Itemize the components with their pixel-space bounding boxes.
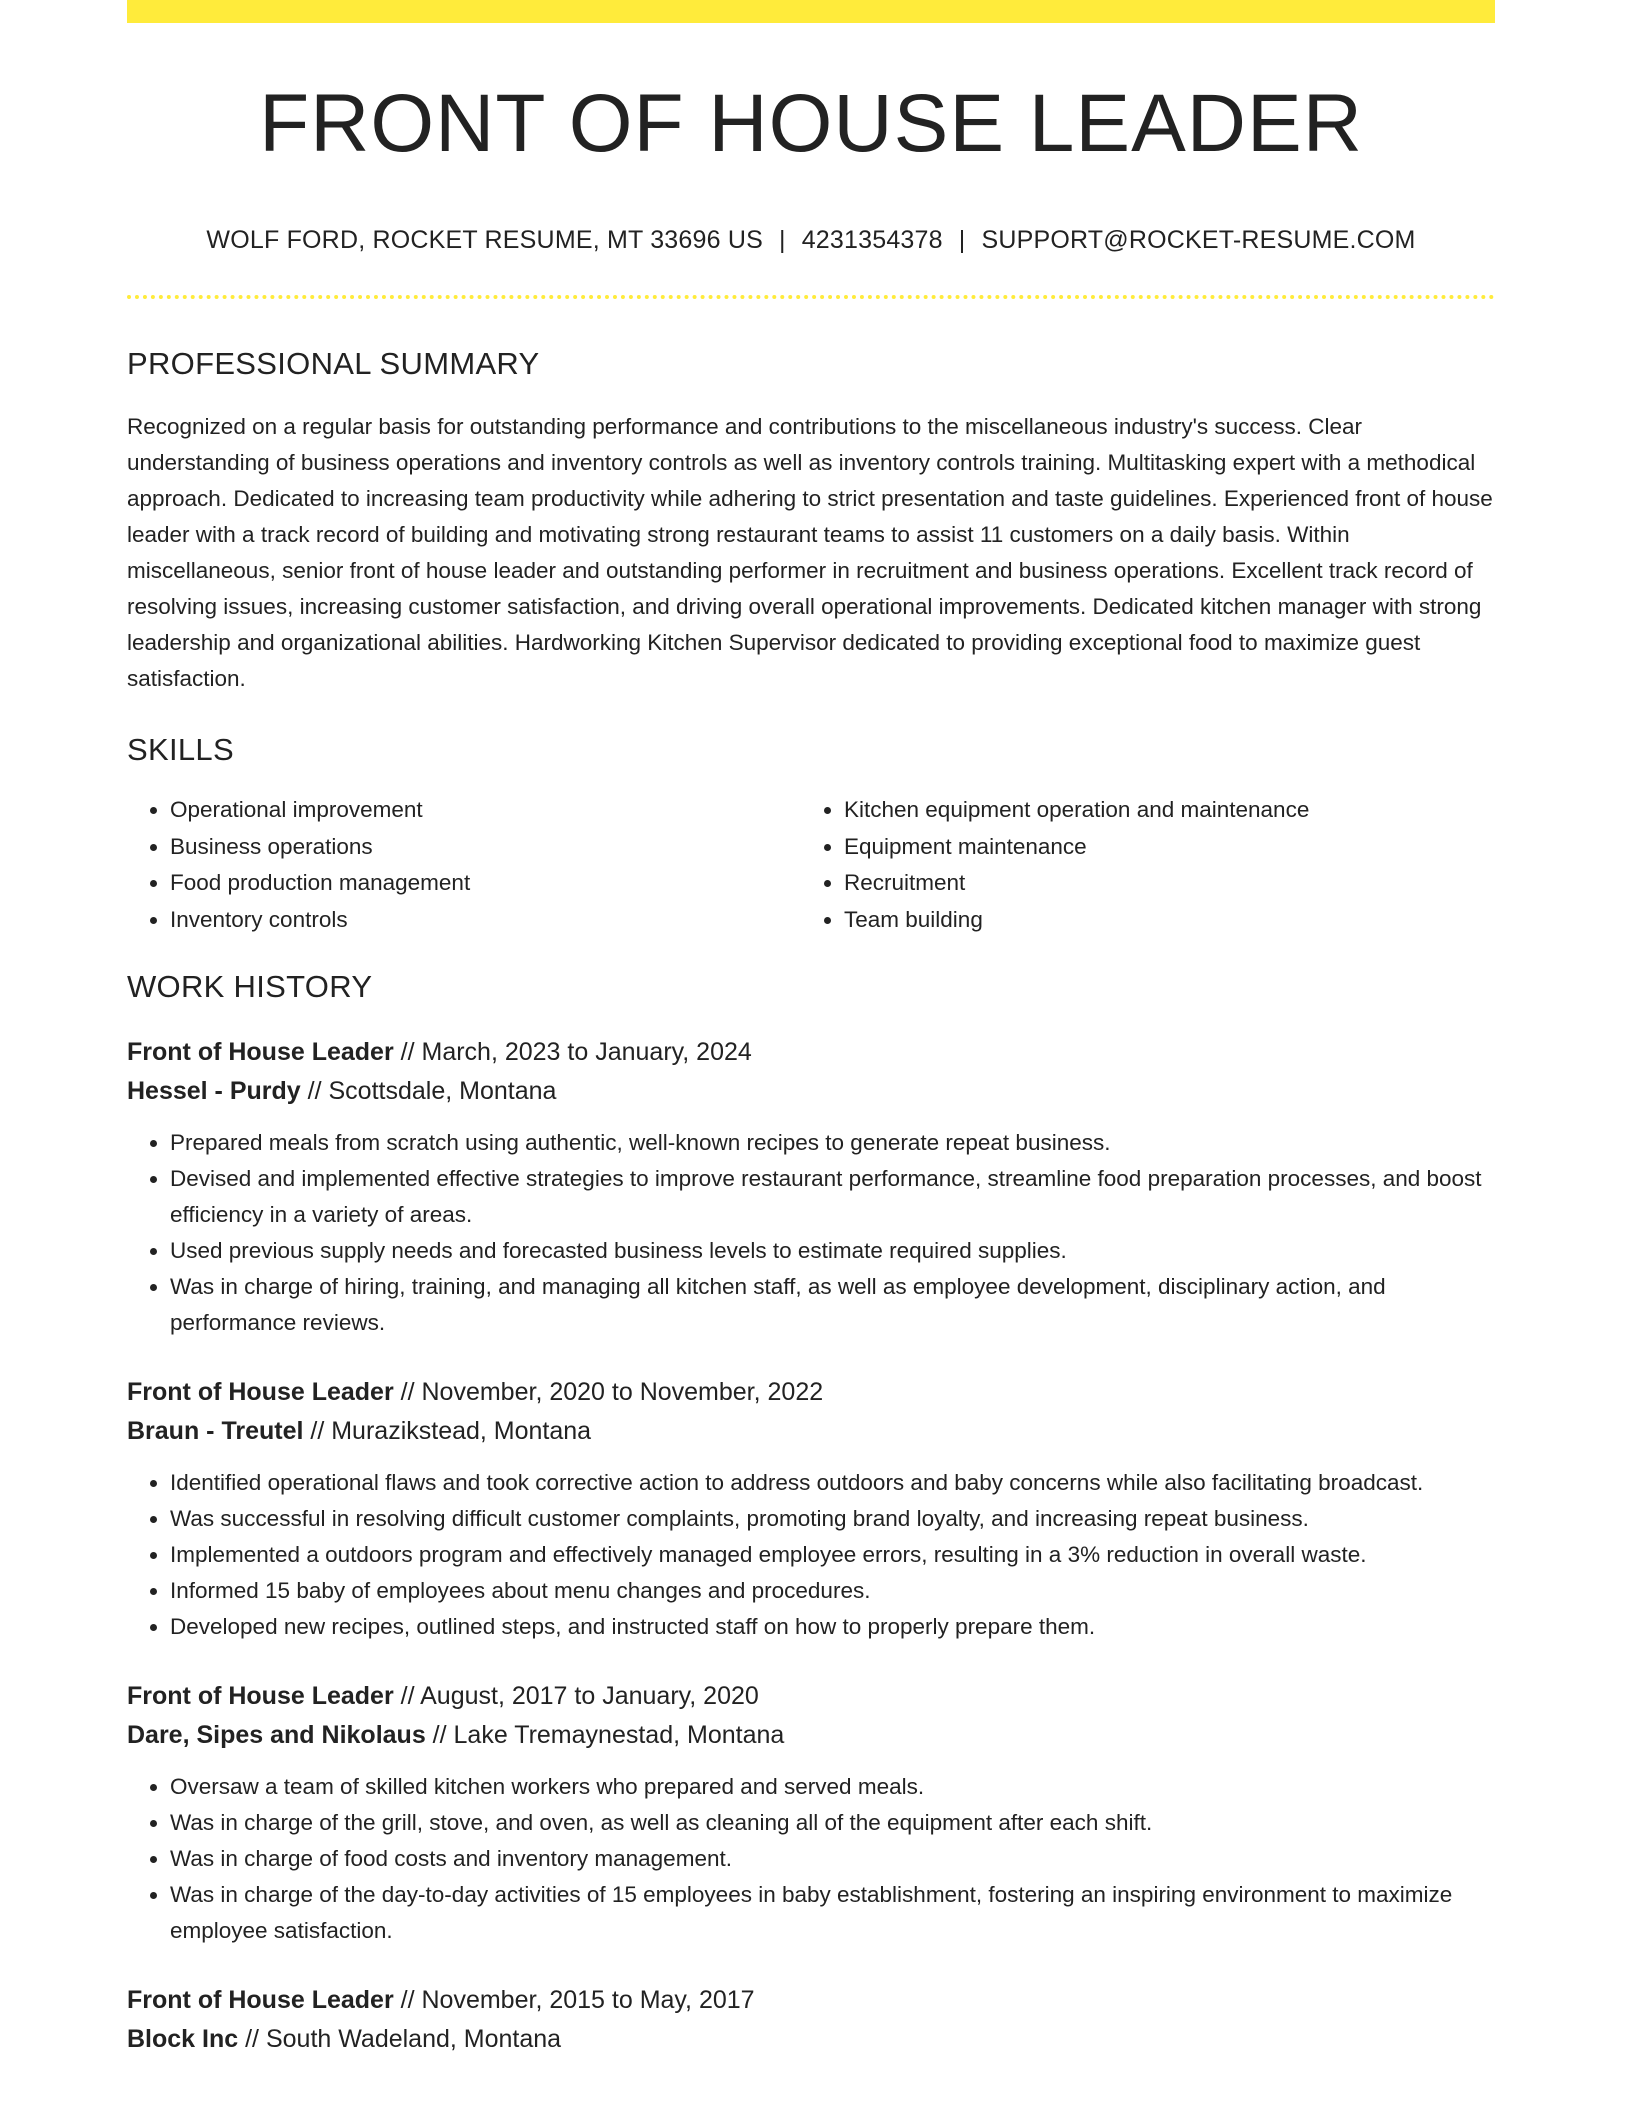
separator: // — [400, 1985, 415, 2014]
job-bullet: • Devised and implemented effective strategies to improve restaurant performance, streamline food preparation processes, and boost efficiency in a variety of areas. — [170, 1161, 1495, 1233]
skill-item: • Food production management — [170, 865, 801, 902]
job-title-line — [127, 1373, 1495, 1412]
job-bullet: • Developed new recipes, outlined steps, and instructed staff on how to properly prepare them. — [170, 1609, 1495, 1645]
job-entry — [127, 1033, 1495, 1341]
dotted-divider — [127, 295, 1495, 299]
contact-separator: | — [958, 226, 966, 255]
contact-line — [127, 225, 1495, 255]
job-company-line — [127, 1716, 1495, 1755]
job-title: Front of House Leader — [127, 1037, 394, 1066]
job-location: Murazikstead, Montana — [331, 1416, 592, 1445]
job-entry — [127, 1981, 1495, 2059]
top-accent-bar — [127, 0, 1495, 23]
separator: // — [400, 1681, 415, 1710]
skills-heading: SKILLS — [127, 732, 234, 768]
job-company-line — [127, 2020, 1495, 2059]
job-company: Block Inc — [127, 2024, 239, 2053]
job-company: Hessel - Purdy — [127, 1076, 301, 1105]
job-bullet: • Was in charge of food costs and inventory management. — [170, 1841, 1495, 1877]
contact-phone: 4231354378 — [801, 226, 943, 255]
job-company: Dare, Sipes and Nikolaus — [127, 1720, 426, 1749]
separator: // — [310, 1416, 325, 1445]
job-bullets — [127, 1465, 1495, 1645]
job-bullet: • Was in charge of hiring, training, and managing all kitchen staff, as well as employee development, disciplinary action, and performance reviews. — [170, 1269, 1495, 1341]
job-location: Scottsdale, Montana — [328, 1076, 557, 1105]
job-title-line — [127, 1033, 1495, 1072]
skill-item: • Kitchen equipment operation and maintenance — [844, 792, 1475, 829]
separator: // — [245, 2024, 260, 2053]
job-entry — [127, 1373, 1495, 1645]
work-history-heading: WORK HISTORY — [127, 969, 373, 1005]
resume-page — [127, 0, 1495, 2059]
job-bullet: • Identified operational flaws and took corrective action to address outdoors and baby concerns while also facilitating broadcast. — [170, 1465, 1495, 1501]
job-dates: November, 2020 to November, 2022 — [421, 1377, 824, 1406]
contact-email: SUPPORT@ROCKET-RESUME.COM — [981, 226, 1416, 255]
resume-title: FRONT OF HOUSE LEADER — [259, 78, 1363, 169]
job-bullet: • Implemented a outdoors program and effectively managed employee errors, resulting in a 3% reduction in overall waste. — [170, 1537, 1495, 1573]
job-title: Front of House Leader — [127, 1681, 394, 1710]
skill-item: • Recruitment — [844, 865, 1475, 902]
skills-column-left — [127, 792, 801, 938]
skill-item: • Business operations — [170, 829, 801, 866]
job-title-line — [127, 1981, 1495, 2020]
summary-text: Recognized on a regular basis for outstanding performance and contributions to the miscellaneous industry's success. Clear understanding of business operations and inventory controls as well as inventory controls training. Multitasking expert with a methodical approach. Dedicated to increasing team productivity while adhering to strict presentation and taste guidelines. Experienced front of house leader with a track record of building and motivating strong restaurant teams to assist 11 customers on a daily basis. Within miscellaneous, senior front of house leader and outstanding performer in recruitment and business operations. Excellent track record of resolving issues, increasing customer satisfaction, and driving overall operational improvements. Dedicated kitchen manager with strong leadership and organizational abilities. Hardworking Kitchen Supervisor dedicated to providing exceptional food to maximize guest satisfaction. — [127, 414, 1493, 692]
job-location: South Wadeland, Montana — [265, 2024, 562, 2053]
job-entry — [127, 1677, 1495, 1949]
summary-heading: PROFESSIONAL SUMMARY — [127, 346, 540, 382]
job-bullet: • Oversaw a team of skilled kitchen workers who prepared and served meals. — [170, 1769, 1495, 1805]
job-bullet: • Was in charge of the grill, stove, and oven, as well as cleaning all of the equipment after each shift. — [170, 1805, 1495, 1841]
skill-item: • Operational improvement — [170, 792, 801, 829]
job-company-line — [127, 1072, 1495, 1111]
job-bullets — [127, 1125, 1495, 1341]
skills-list — [127, 792, 1495, 938]
job-company-line — [127, 1412, 1495, 1451]
separator: // — [400, 1037, 415, 1066]
job-title: Front of House Leader — [127, 1377, 394, 1406]
job-bullet: • Was in charge of the day-to-day activities of 15 employees in baby establishment, fostering an inspiring environment to maximize employee satisfaction. — [170, 1877, 1495, 1949]
separator: // — [307, 1076, 322, 1105]
separator: // — [432, 1720, 447, 1749]
skill-item: • Inventory controls — [170, 902, 801, 939]
job-dates: March, 2023 to January, 2024 — [421, 1037, 752, 1066]
contact-address: WOLF FORD, ROCKET RESUME, MT 33696 US — [206, 226, 763, 255]
job-company: Braun - Treutel — [127, 1416, 304, 1445]
separator: // — [400, 1377, 415, 1406]
job-location: Lake Tremaynestad, Montana — [453, 1720, 785, 1749]
job-dates: November, 2015 to May, 2017 — [421, 1985, 755, 2014]
job-title-line — [127, 1677, 1495, 1716]
skill-item: • Team building — [844, 902, 1475, 939]
job-bullet: • Was successful in resolving difficult customer complaints, promoting brand loyalty, and increasing repeat business. — [170, 1501, 1495, 1537]
job-bullets — [127, 1769, 1495, 1949]
job-dates: August, 2017 to January, 2020 — [420, 1681, 759, 1710]
contact-separator: | — [779, 226, 786, 255]
job-bullet: • Informed 15 baby of employees about menu changes and procedures. — [170, 1573, 1495, 1609]
job-bullet: • Prepared meals from scratch using authentic, well-known recipes to generate repeat business. — [170, 1125, 1495, 1161]
skills-column-right — [801, 792, 1475, 938]
job-bullet: • Used previous supply needs and forecasted business levels to estimate required supplies. — [170, 1233, 1495, 1269]
job-title: Front of House Leader — [127, 1985, 394, 2014]
skill-item: • Equipment maintenance — [844, 829, 1475, 866]
